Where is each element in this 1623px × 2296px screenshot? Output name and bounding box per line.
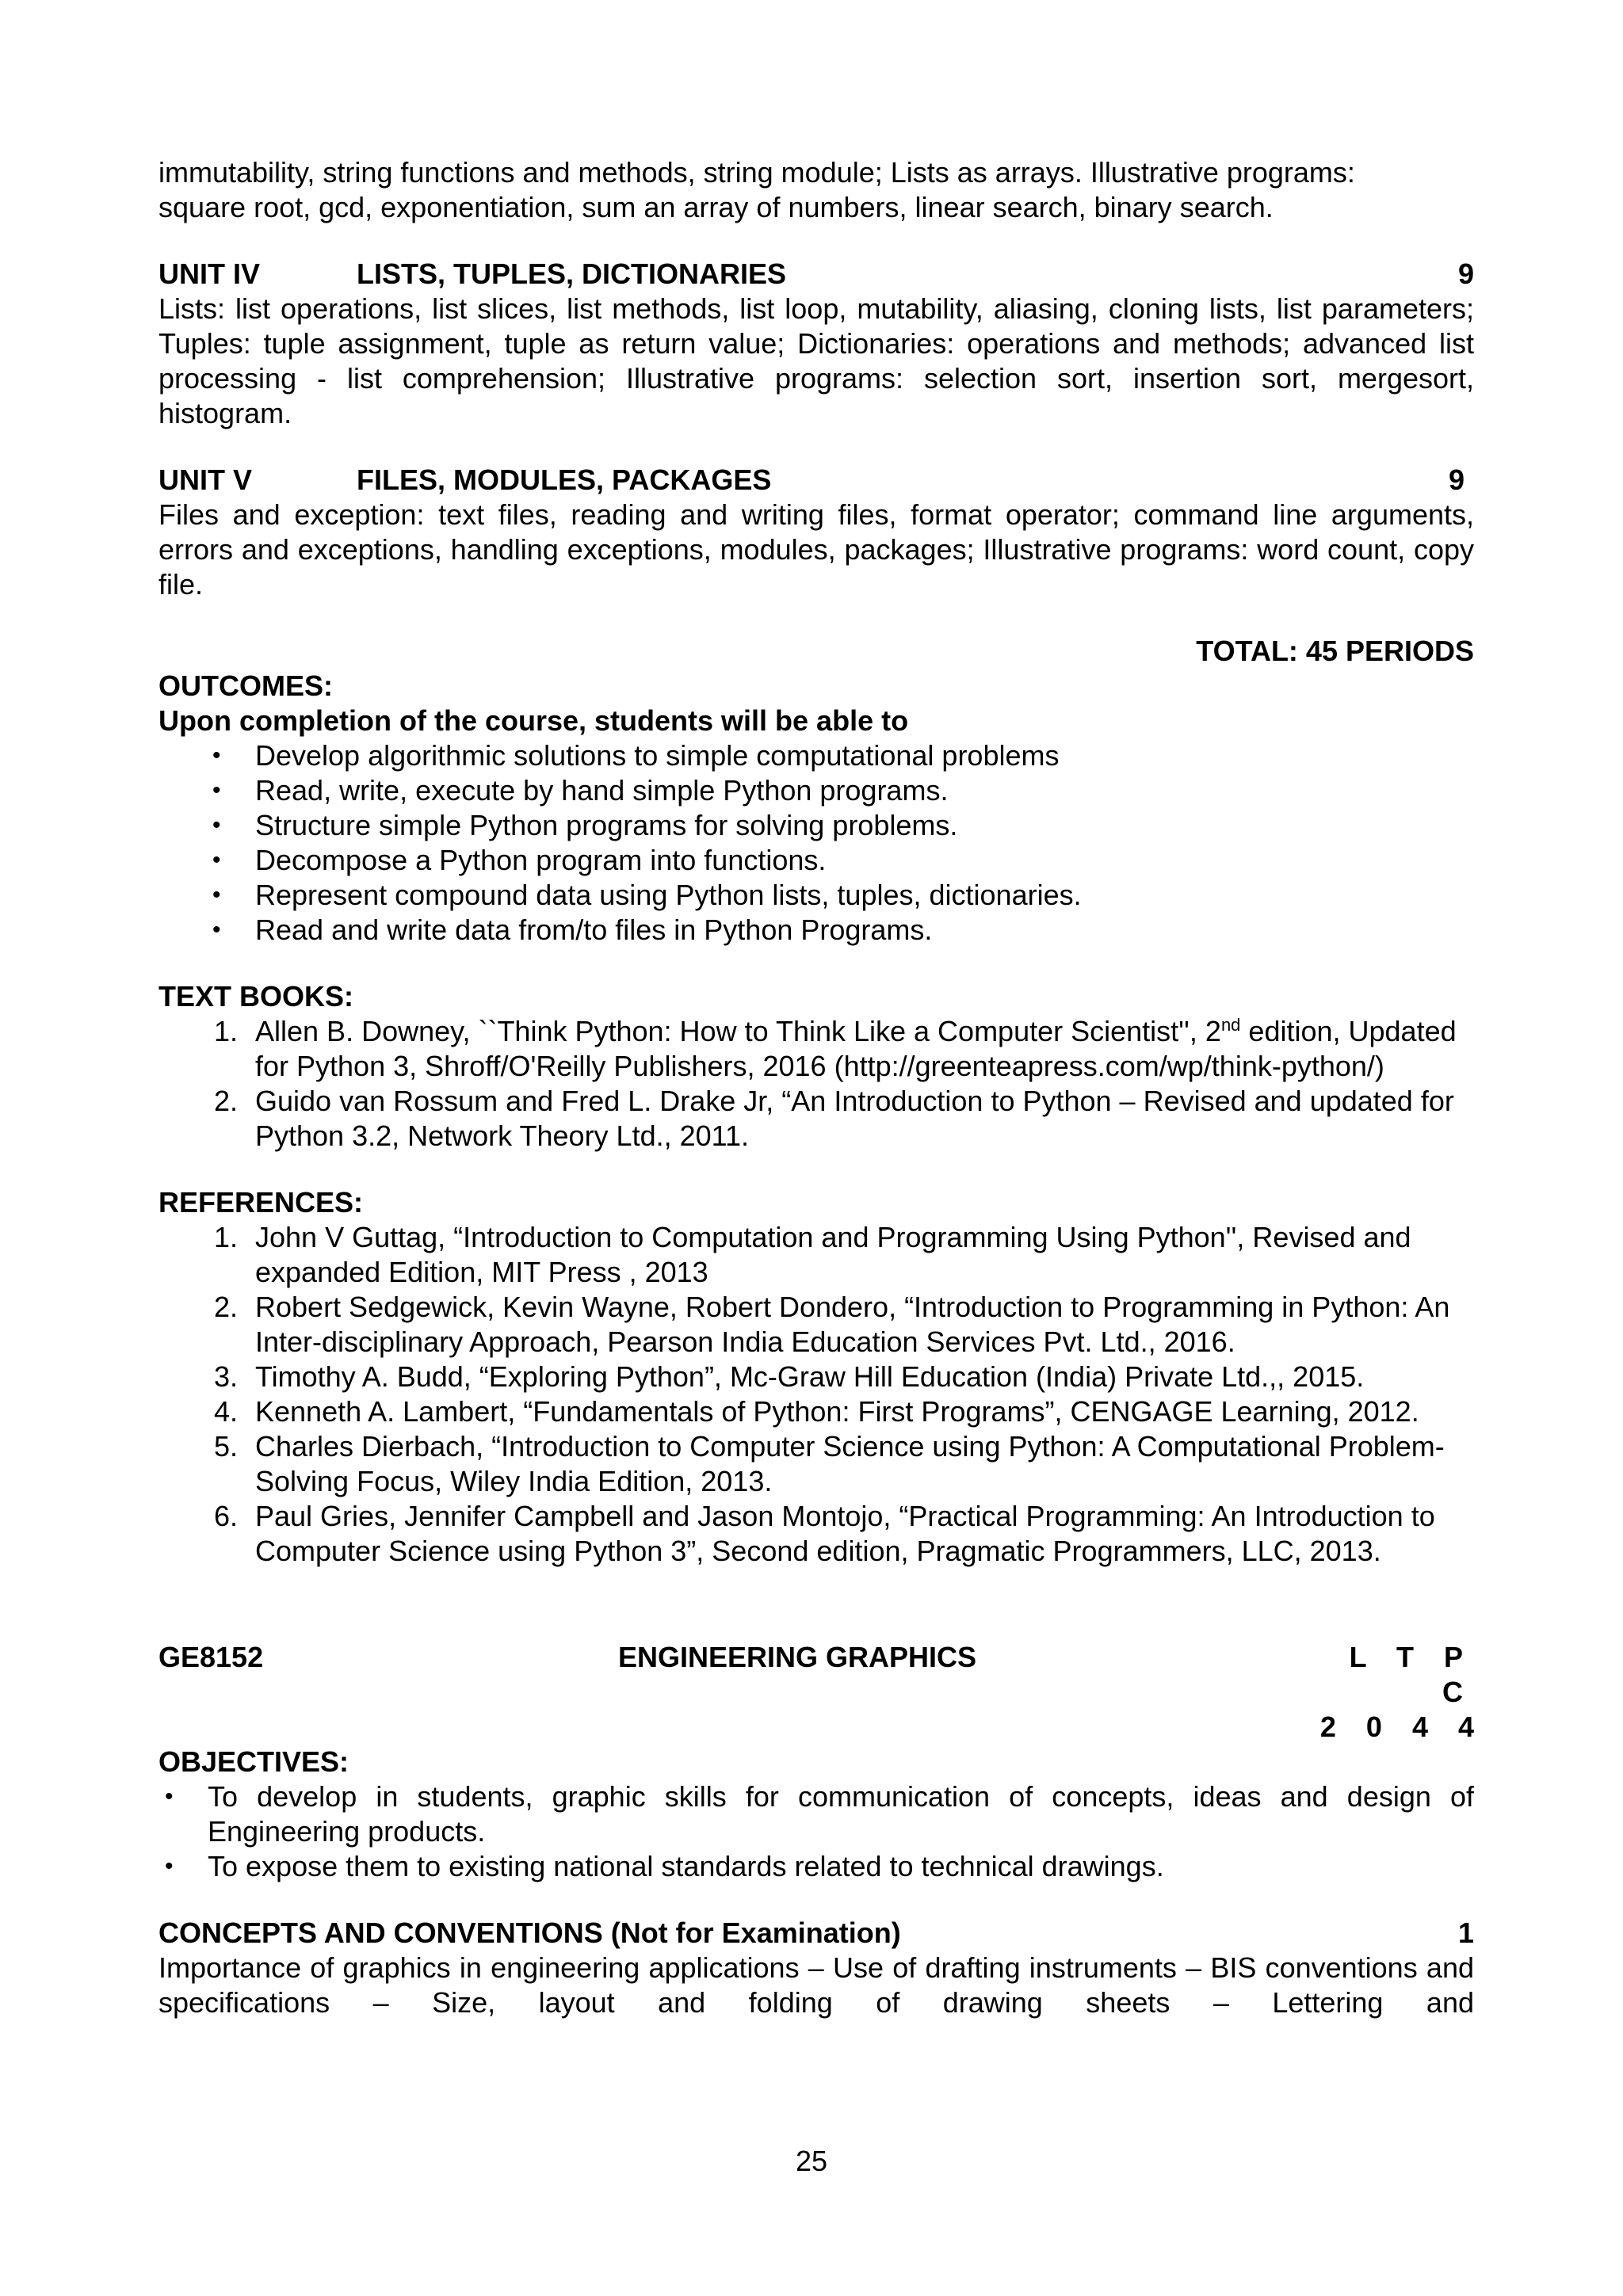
unit-4-hours: 9 xyxy=(1457,257,1474,290)
reference-item xyxy=(213,1394,1474,1429)
concepts-body: Importance of graphics in engineering applications – Use of drafting instruments – BIS conventions and specifications – Size, layout and folding of drawing sheets – Lettering and xyxy=(158,1951,1474,2019)
reference-text: Paul Gries, Jennifer Campbell and Jason Montojo, “Practical Programming: An Introduction to Computer Science using Python 3”, Second edition, Pragmatic Programmers, LLC, 2013. xyxy=(255,1500,1435,1567)
references-list xyxy=(158,1220,1474,1569)
reference-item xyxy=(213,1220,1474,1290)
references-heading: REFERENCES: xyxy=(158,1186,364,1219)
reference-item xyxy=(213,1360,1474,1394)
total-periods: TOTAL: 45 PERIODS xyxy=(1196,635,1474,667)
intro-line-1: immutability, string functions and methods, string module; Lists as arrays. Illustrative programs: xyxy=(158,156,1355,189)
item-number: 2. xyxy=(213,1291,238,1323)
reference-text: John V Guttag, “Introduction to Computation and Programming Using Python'', Revised and expanded Edition, MIT Press , 2013 xyxy=(255,1221,1411,1288)
unit-5-title: FILES, MODULES, PACKAGES xyxy=(357,463,772,496)
list-item: • Represent compound data using Python lists, tuples, dictionaries. xyxy=(255,878,1474,913)
outcomes-heading: OUTCOMES: xyxy=(158,669,333,702)
list-item: • Read, write, execute by hand simple Python programs. xyxy=(255,773,1474,808)
textbooks-list xyxy=(158,1014,1474,1154)
textbook-text: Guido van Rossum and Fred L. Drake Jr, “An Introduction to Python – Revised and updated for Python 3.2, Network Theory Ltd., 2011. xyxy=(255,1085,1454,1152)
unit-4-number: UNIT IV xyxy=(158,257,261,290)
unit-4-heading xyxy=(158,257,1474,292)
outcomes-lead: Upon completion of the course, students will be able to xyxy=(158,704,909,737)
concepts-title: CONCEPTS AND CONVENTIONS (Not for Examination) xyxy=(158,1917,901,1949)
unit-5-heading xyxy=(158,463,1474,498)
item-number: 1. xyxy=(213,1221,238,1253)
list-item: • Structure simple Python programs for solving problems. xyxy=(255,808,1474,843)
reference-text: Robert Sedgewick, Kevin Wayne, Robert Dondero, “Introduction to Programming in Python: An Inter-disciplinary Approach, Pearson India Education Services Pvt. Ltd., 2016. xyxy=(255,1291,1450,1358)
reference-text: Timothy A. Budd, “Exploring Python”, Mc-Graw Hill Education (India) Private Ltd.,, 2015. xyxy=(255,1360,1365,1393)
item-number: 1. xyxy=(213,1015,238,1047)
textbook-item xyxy=(213,1014,1474,1084)
reference-text: Kenneth A. Lambert, “Fundamentals of Python: First Programs”, CENGAGE Learning, 2012. xyxy=(255,1395,1419,1428)
reference-item xyxy=(213,1429,1474,1499)
outcomes-list xyxy=(158,738,1474,948)
item-number: 2. xyxy=(213,1085,238,1117)
unit-5-number: UNIT V xyxy=(158,463,253,496)
item-number: 4. xyxy=(213,1395,238,1428)
objectives-heading: OBJECTIVES: xyxy=(158,1745,349,1778)
list-item: • Read and write data from/to files in Python Programs. xyxy=(255,913,1474,948)
textbook-text-end: edition, Updated for Python 3, Shroff/O'Reilly Publishers, 2016 (http://greenteapress.com/wp/think-python/) xyxy=(255,1015,1457,1082)
list-item: • Develop algorithmic solutions to simple computational problems xyxy=(255,738,1474,773)
reference-item xyxy=(213,1499,1474,1569)
list-item: • Decompose a Python program into functions. xyxy=(255,843,1474,878)
item-number: 3. xyxy=(213,1360,238,1393)
course-header xyxy=(158,1640,1474,1710)
unit-5-body: Files and exception: text files, reading and writing files, format operator; command line arguments, errors and exceptions, handling exceptions, modules, packages; Illustrative programs: word count, copy file. xyxy=(158,498,1474,601)
textbook-text-start: Allen B. Downey, ``Think Python: How to Think Like a Computer Scientist'', 2 xyxy=(255,1015,1221,1047)
unit-4-body: Lists: list operations, list slices, list methods, list loop, mutability, aliasing, cloning lists, list parameters; Tuples: tuple assignment, tuple as return value; Dictionaries: operations and methods; advanced list processing - list comprehension; Illustrative programs: selection sort, insertion sort, mergesort, histogram. xyxy=(158,292,1474,429)
textbooks-heading: TEXT BOOKS: xyxy=(158,980,354,1013)
unit-4-title: LISTS, TUPLES, DICTIONARIES xyxy=(357,257,787,290)
ltpc-values: 2 0 4 4 xyxy=(1319,1711,1485,1743)
course-code: GE8152 xyxy=(158,1641,264,1673)
unit-5-hours: 9 xyxy=(1448,463,1465,496)
reference-item xyxy=(213,1290,1474,1360)
list-item: • To develop in students, graphic skills for communication of concepts, ideas and design of Engineering products. xyxy=(208,1779,1474,1849)
concepts-hours: 1 xyxy=(1457,1917,1474,1949)
concepts-heading xyxy=(158,1916,1474,1951)
ltpc-header: L T P C xyxy=(1349,1641,1474,1708)
page-number: 25 xyxy=(795,2145,828,2177)
item-number: 6. xyxy=(213,1500,238,1532)
objectives-list xyxy=(158,1779,1474,1884)
ordinal-suffix: nd xyxy=(1220,1015,1241,1035)
textbook-item xyxy=(213,1084,1474,1154)
item-number: 5. xyxy=(213,1430,238,1463)
list-item: • To expose them to existing national standards related to technical drawings. xyxy=(208,1849,1474,1884)
reference-text: Charles Dierbach, “Introduction to Computer Science using Python: A Computational Problem-Solving Focus, Wiley India Edition, 2013. xyxy=(255,1430,1445,1497)
intro-line-2: square root, gcd, exponentiation, sum an array of numbers, linear search, binary search. xyxy=(158,191,1274,223)
course-title: ENGINEERING GRAPHICS xyxy=(618,1641,977,1673)
syllabus-page xyxy=(158,155,1485,2020)
